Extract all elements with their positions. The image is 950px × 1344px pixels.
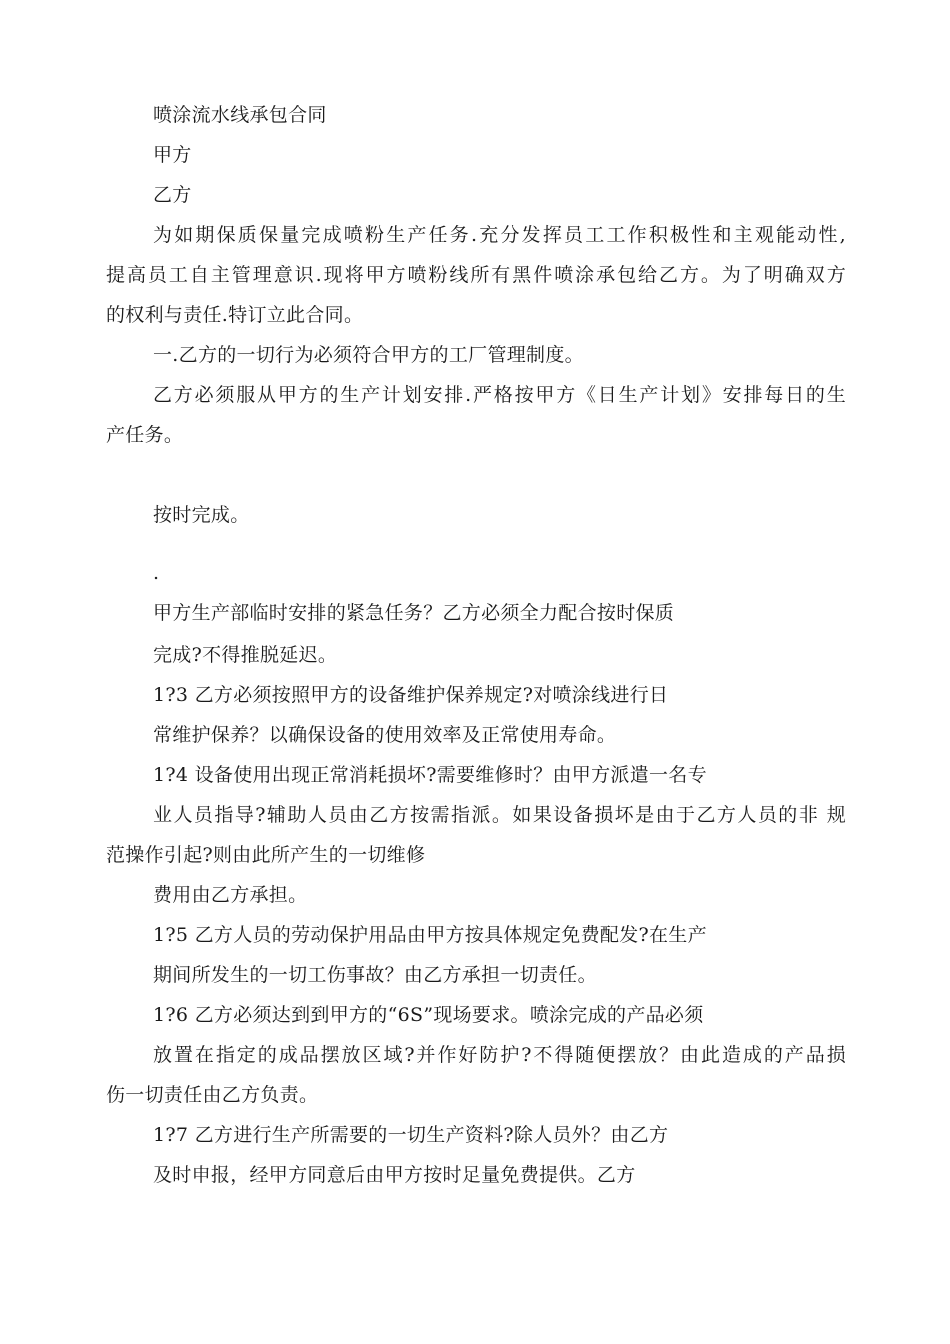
clause-1-7-line-2: 及时申报，经甲方同意后由甲方按时足量免费提供。乙方 — [153, 1164, 636, 1186]
clause-1-1-line-1: 乙方必须服从甲方的生产计划安排.严格按甲方《日生产计划》安排每日的生 — [153, 384, 846, 406]
clause-1-1-line-2: 产任务。 — [106, 424, 184, 446]
document-title: 喷涂流水线承包合同 — [153, 104, 327, 126]
clause-1-3-line-2: 常维护保养？以确保设备的使用效率及正常使用寿命。 — [153, 724, 617, 746]
clause-1-6-line-1: 1?6 乙方必须达到到甲方的“6S”现场要求。喷涂完成的产品必须 — [153, 1004, 704, 1026]
clause-1: 一.乙方的一切行为必须符合甲方的工厂管理制度。 — [153, 344, 584, 366]
intro-line-1: 为如期保质保量完成喷粉生产任务.充分发挥员工工作积极性和主观能动性, — [153, 224, 846, 246]
clause-1-3-line-1: 1?3 乙方必须按照甲方的设备维护保养规定?对喷涂线进行日 — [153, 684, 669, 706]
clause-1-2-line-2: 完成?不得推脱延迟。 — [153, 644, 338, 666]
clause-1-4-line-3: 范操作引起?则由此所产生的一切维修 — [106, 844, 426, 866]
on-time-text: 按时完成。 — [153, 504, 250, 526]
intro-line-3: 的权利与责任.特订立此合同。 — [106, 304, 364, 326]
stray-dot: . — [153, 562, 160, 584]
intro-line-2: 提高员工自主管理意识.现将甲方喷粉线所有黑件喷涂承包给乙方。为了明确双方 — [106, 264, 846, 286]
party-b-label: 乙方 — [153, 184, 192, 206]
clause-1-6-line-2: 放置在指定的成品摆放区域?并作好防护?不得随便摆放？由此造成的产品损 — [153, 1044, 846, 1066]
clause-1-7-line-1: 1?7 乙方进行生产所需要的一切生产资料?除人员外？由乙方 — [153, 1124, 669, 1146]
clause-1-4-line-2: 业人员指导?辅助人员由乙方按需指派。如果设备损坏是由于乙方人员的非 规 — [153, 804, 846, 826]
clause-1-5-line-2: 期间所发生的一切工伤事故？由乙方承担一切责任。 — [153, 964, 597, 986]
clause-1-6-line-3: 伤一切责任由乙方负责。 — [106, 1084, 319, 1106]
party-a-label: 甲方 — [153, 144, 192, 166]
clause-1-5-line-1: 1?5 乙方人员的劳动保护用品由甲方按具体规定免费配发?在生产 — [153, 924, 707, 946]
clause-1-4-line-4: 费用由乙方承担。 — [153, 884, 308, 906]
clause-1-4-line-1: 1?4 设备使用出现正常消耗损坏?需要维修时？由甲方派遣一名专 — [153, 764, 707, 786]
clause-1-2-line-1: 甲方生产部临时安排的紧急任务？乙方必须全力配合按时保质 — [153, 602, 675, 624]
